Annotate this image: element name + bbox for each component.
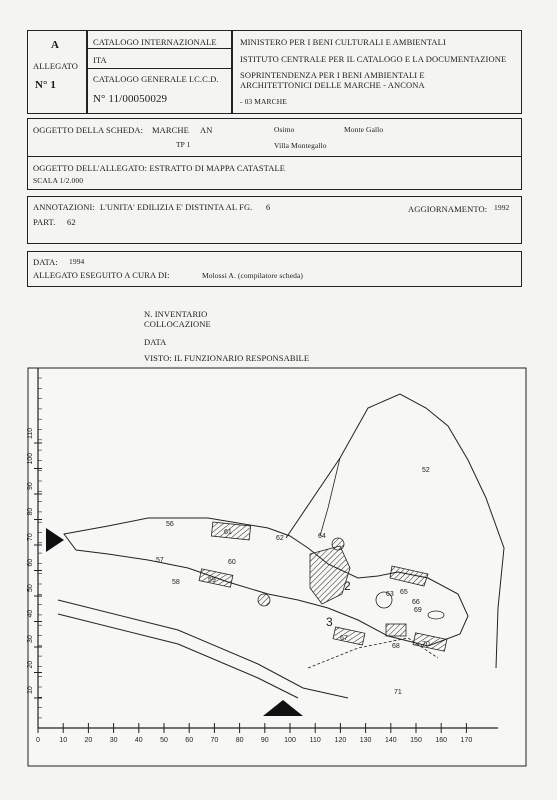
x-tick-label: 80 [235,737,244,744]
oggetto-denominazione: Villa Montegallo [274,141,327,150]
parcel-label-66: 66 [412,599,420,606]
y-tick-label: 30 [27,635,34,643]
x-tick-label: 170 [460,737,473,744]
x-tick-label: 160 [435,737,448,744]
parcel-label-70: 70 [422,641,430,648]
y-tick-label: 10 [27,686,34,694]
parcel-label-59: 59 [208,577,216,584]
inventario-data: DATA [144,337,167,347]
x-tick-label: 110 [309,737,321,744]
data-box [27,251,522,287]
parcel-label-60: 60 [228,559,236,566]
soprintendenza-line-3: - 03 MARCHE [240,97,287,106]
y-tick-label: 80 [27,507,34,516]
x-tick-label: 130 [359,737,372,744]
allegato-label: ALLEGATO [33,61,79,71]
inventario-n: N. INVENTARIO [144,309,208,319]
x-tick-label: 0 [36,737,40,744]
parcel-63-circle [258,594,270,606]
y-tick-label: 20 [27,660,34,669]
data-value: 1994 [69,257,85,266]
parcel-label-56: 56 [166,521,174,528]
parcel-label-57: 57 [156,557,164,564]
parcel-68-building [386,624,406,636]
allegato-number: N° 1 [35,79,56,91]
y-tick-label: 50 [27,584,34,592]
parcel-label-64: 64 [318,533,326,540]
aggiornamento-label: AGGIORNAMENTO: [408,204,488,214]
catalogo-generale-label: CATALOGO GENERALE I.C.C.D. [93,74,219,84]
istituto-text: ISTITUTO CENTRALE PER IL CATALOGO E LA DOCUMENTAZIONE [240,54,507,64]
ministero-text: MINISTERO PER I BENI CULTURALI E AMBIENTALI [240,37,446,47]
x-tick-label: 20 [84,737,93,744]
oggetto-region: MARCHE [152,125,189,135]
oggetto-scheda-label: OGGETTO DELLA SCHEDA: [33,125,144,135]
catalogo-internazionale-value: ITA [93,55,107,65]
soprintendenza-line-2: ARCHITETTONICI DELLE MARCHE - ANCONA [240,80,425,90]
parcel-label-71: 71 [394,689,402,696]
x-tick-label: 60 [185,737,194,744]
data-label: DATA: [33,257,58,267]
parcel-label-63: 63 [386,591,394,598]
catalogo-divider-1 [87,48,232,49]
parcel-label-65: 65 [400,589,408,596]
mark-2: 2 [344,579,351,593]
parcel-label-68: 68 [392,643,400,650]
annotazioni-text: L'UNITA' EDILIZIA E' DISTINTA AL FG. [100,202,253,212]
catalogo-internazionale-label: CATALOGO INTERNAZIONALE [93,37,217,47]
oggetto-tipo: TP 1 [176,140,191,149]
soprintendenza-line-1: SOPRINTENDENZA PER I BENI AMBIENTALI E [240,70,425,80]
x-tick-label: 70 [210,737,219,744]
allegato-letter: A [51,39,60,51]
annotazioni-part-label: PART. [33,217,56,227]
oggetto-divider [27,156,522,157]
y-tick-label: 100 [27,452,34,465]
oggetto-localita: Monte Gallo [344,125,384,134]
parcel-label-69: 69 [414,607,422,614]
aggiornamento-value: 1992 [494,203,510,212]
annotazioni-label: ANNOTAZIONI: [33,202,95,212]
eseguito-value: Molossi A. (compilatore scheda) [202,271,303,280]
y-tick-label: 90 [27,482,34,490]
annotazioni-foglio: 6 [266,202,271,212]
y-tick-label: 60 [27,558,34,567]
x-tick-label: 50 [160,737,168,744]
inventario-visto: VISTO: IL FUNZIONARIO RESPONSABILE [144,353,310,363]
y-tick-label: 40 [27,609,34,618]
catalogo-divider-2 [87,68,232,69]
x-tick-label: 90 [260,737,269,744]
x-tick-label: 10 [59,737,68,744]
parcel-label-61: 61 [224,529,232,536]
parcel-label-52: 52 [422,467,430,474]
parcel-label-67: 67 [340,635,348,642]
parcel-label-58: 58 [172,579,180,586]
eseguito-label: ALLEGATO ESEGUITO A CURA DI: [33,270,170,280]
x-tick-label: 30 [109,737,118,744]
x-tick-label: 140 [384,737,397,744]
x-tick-label: 100 [284,737,296,744]
oggetto-comune: Osimo [274,125,295,134]
mark-3: 3 [326,615,333,629]
inventario-collocazione: COLLOCAZIONE [144,319,211,329]
oggetto-allegato-label: OGGETTO DELL'ALLEGATO: ESTRATTO DI MAPPA CATASTALE [33,163,286,173]
cadastral-map [28,368,528,768]
parcel-label-62: 62 [276,535,284,542]
x-tick-label: 120 [334,737,347,744]
x-tick-label: 40 [134,737,143,744]
catalogo-generale-value: N° 11/00050029 [93,93,168,105]
y-tick-label: 70 [27,533,34,541]
oggetto-allegato-scala: SCALA 1/2.000 [33,176,84,185]
annotazioni-part-value: 62 [67,217,76,227]
oggetto-province: AN [200,125,213,135]
x-tick-label: 150 [410,737,422,744]
y-tick-label: 110 [27,427,34,439]
parcel-64-circle [332,538,344,550]
